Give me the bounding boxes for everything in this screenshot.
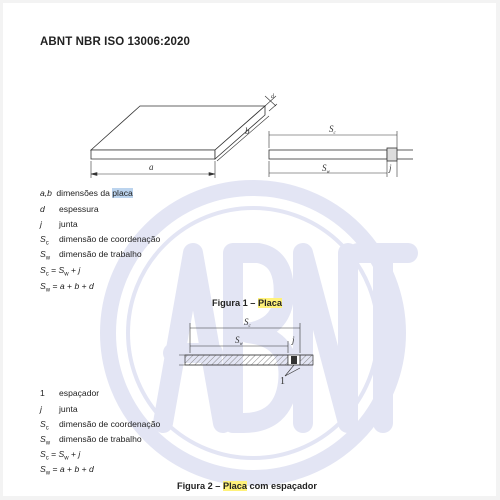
- svg-text:1: 1: [280, 376, 285, 387]
- legend-row-j: j junta: [40, 219, 78, 229]
- document-page: [3, 3, 496, 496]
- legend2-row-sw: $S_w$ dimensão de trabalho: [40, 434, 142, 447]
- figure-1-caption: Figura 1 – Placa: [212, 298, 282, 308]
- svg-text:Sc: $S_c$: [244, 317, 251, 329]
- legend-row-ab: a,b dimensões da placa: [40, 188, 133, 198]
- equation-2: $S_w = a + b + d$: [40, 281, 94, 294]
- svg-text:Sc: $S_c$: [329, 124, 336, 136]
- svg-text:b: b: [245, 126, 250, 136]
- legend2-row-1: 1 espaçador: [40, 388, 100, 398]
- svg-text:a: a: [149, 162, 154, 172]
- legend2-row-j: j junta: [40, 404, 78, 414]
- svg-text:j: j: [292, 335, 295, 345]
- svg-text:Sw: $S_w$: [235, 335, 243, 347]
- legend-row-sc: $S_c$ dimensão de coordenação: [40, 234, 161, 247]
- legend2-row-sc: $S_c$ dimensão de coordenação: [40, 419, 161, 432]
- highlight-placa: placa: [112, 188, 133, 198]
- equation2-1: $S_c = S_w + j$: [40, 449, 81, 462]
- legend-row-d: d espessura: [40, 204, 99, 214]
- equation-1: $S_c = S_w + j$: [40, 265, 81, 278]
- svg-text:d: d: [271, 94, 274, 100]
- figure-2-caption: Figura 2 – Placa com espaçador: [177, 481, 317, 491]
- legend-row-sw: $S_w$ dimensão de trabalho: [40, 249, 142, 262]
- svg-text:j: j: [389, 163, 392, 173]
- equation2-2: $S_w = a + b + d$: [40, 464, 94, 477]
- svg-text:Sw: $S_w$: [322, 163, 330, 175]
- figure-1-drawing: [3, 3, 496, 183]
- document-header: ABNT NBR ISO 13006:2020: [40, 36, 190, 48]
- figure-2-drawing: [3, 313, 496, 388]
